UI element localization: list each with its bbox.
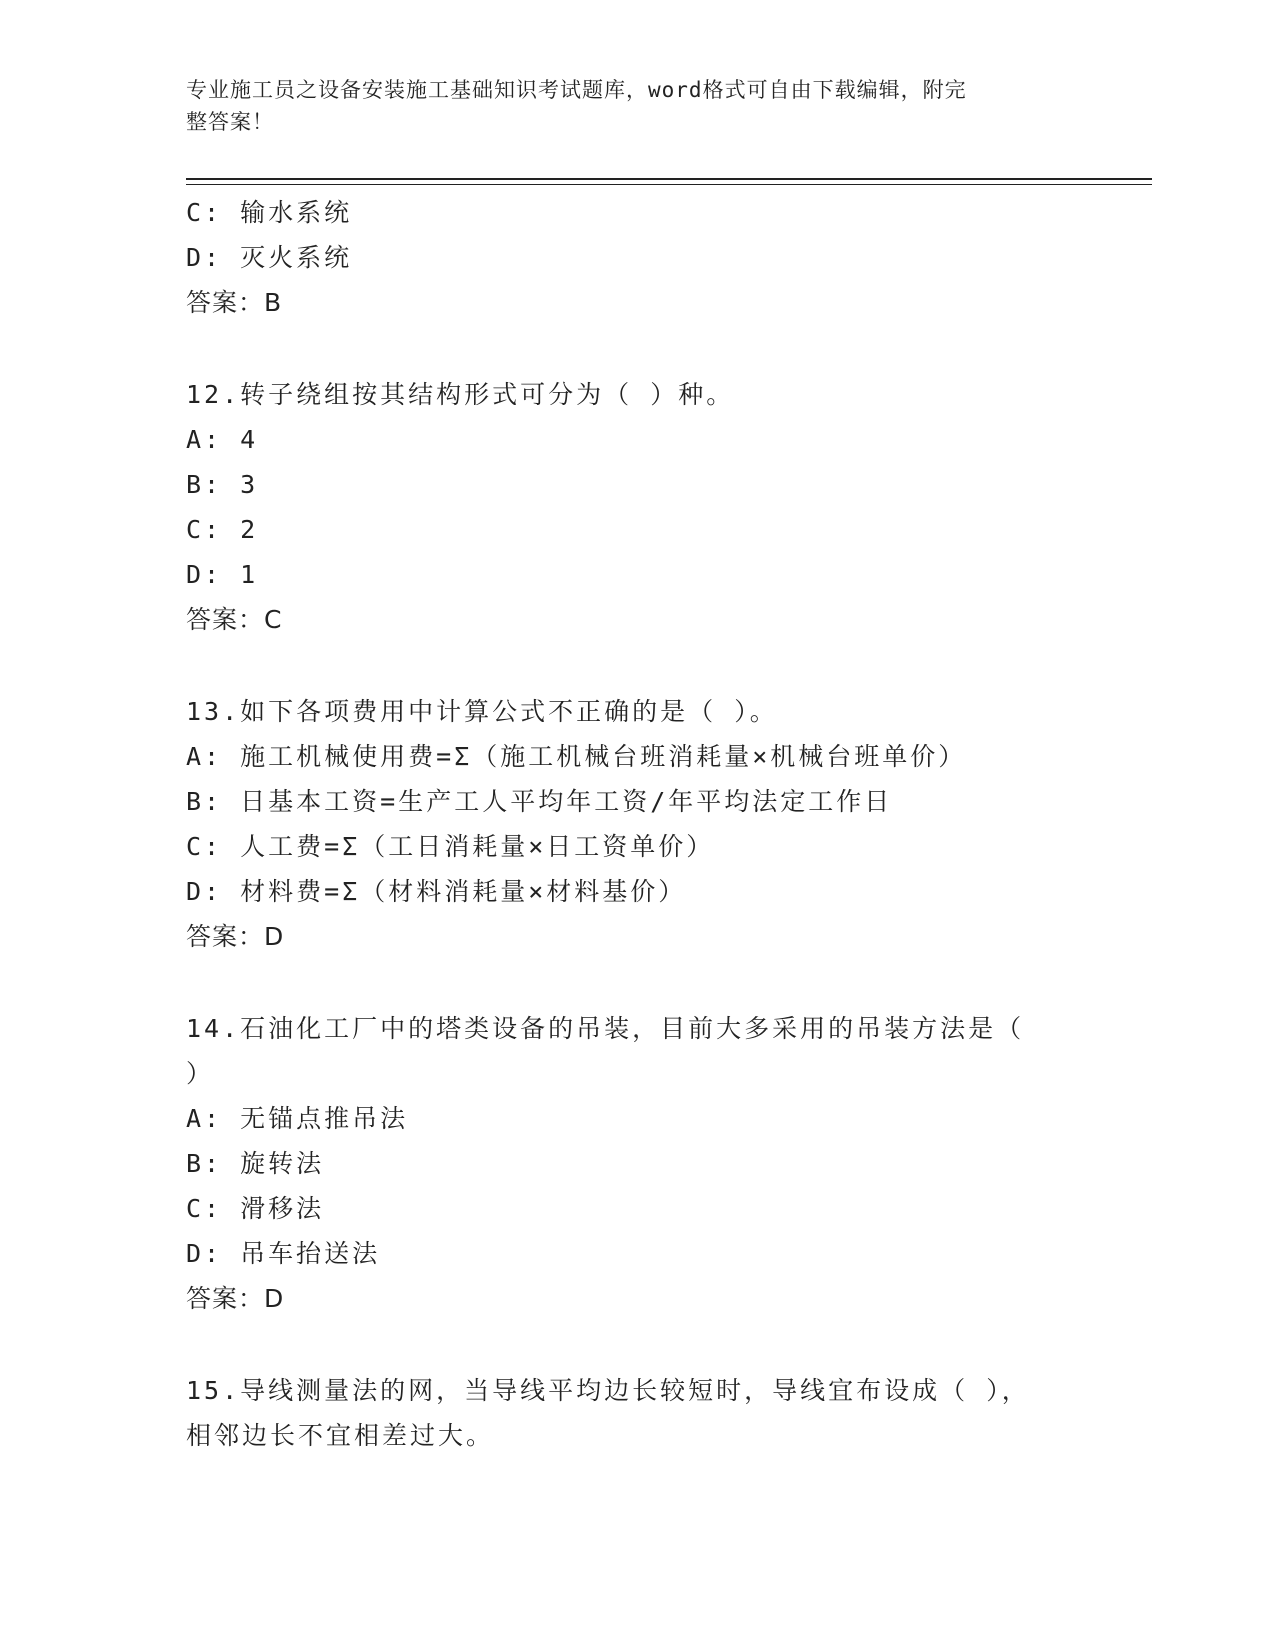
- answer-line: 答案：B: [186, 288, 283, 317]
- prev-question-fragment: [186, 190, 1152, 325]
- question-text: 15.导线测量法的网，当导线平均边长较短时，导线宜布设成（ ），: [186, 1376, 1030, 1405]
- option-a: A: 4: [186, 425, 259, 454]
- option-d: D: 灭火系统: [186, 243, 353, 272]
- option-c: C: 输水系统: [186, 198, 353, 227]
- header-divider-thick: [186, 178, 1152, 180]
- answer-line: 答案：D: [186, 1284, 285, 1313]
- option-a: A: 施工机械使用费=Σ（施工机械台班消耗量×机械台班单价）: [186, 742, 967, 771]
- option-d: D: 吊车抬送法: [186, 1239, 381, 1268]
- option-b: B: 3: [186, 470, 259, 499]
- header-divider-thin: [186, 184, 1152, 185]
- question-12: [186, 372, 1152, 642]
- option-c: C: 人工费=Σ（工日消耗量×日工资单价）: [186, 832, 715, 861]
- option-b: B: 日基本工资=生产工人平均年工资/年平均法定工作日: [186, 787, 893, 816]
- option-a: A: 无锚点推吊法: [186, 1104, 409, 1133]
- question-text: 12.转子绕组按其结构形式可分为（ ）种。: [186, 380, 735, 409]
- header-line-1: 专业施工员之设备安装施工基础知识考试题库，word格式可自由下载编辑，附完: [186, 78, 967, 102]
- document-header: [186, 74, 1066, 138]
- option-d: D: 1: [186, 560, 259, 589]
- header-line-2: 整答案！: [186, 110, 274, 134]
- question-15: [186, 1368, 1152, 1458]
- answer-line: 答案：D: [186, 922, 285, 951]
- question-text: 14.石油化工厂中的塔类设备的吊装，目前大多采用的吊装方法是（: [186, 1014, 1025, 1043]
- question-list: [186, 190, 1152, 1458]
- question-14: [186, 1006, 1152, 1321]
- question-text: 13.如下各项费用中计算公式不正确的是（ ）。: [186, 697, 778, 726]
- question-text-continued: 相邻边长不宜相差过大。: [186, 1421, 495, 1450]
- question-text-continued: ）: [186, 1059, 215, 1088]
- option-c: C: 滑移法: [186, 1194, 325, 1223]
- option-b: B: 旋转法: [186, 1149, 325, 1178]
- option-d: D: 材料费=Σ（材料消耗量×材料基价）: [186, 877, 687, 906]
- option-c: C: 2: [186, 515, 259, 544]
- question-13: [186, 689, 1152, 959]
- answer-line: 答案：C: [186, 605, 283, 634]
